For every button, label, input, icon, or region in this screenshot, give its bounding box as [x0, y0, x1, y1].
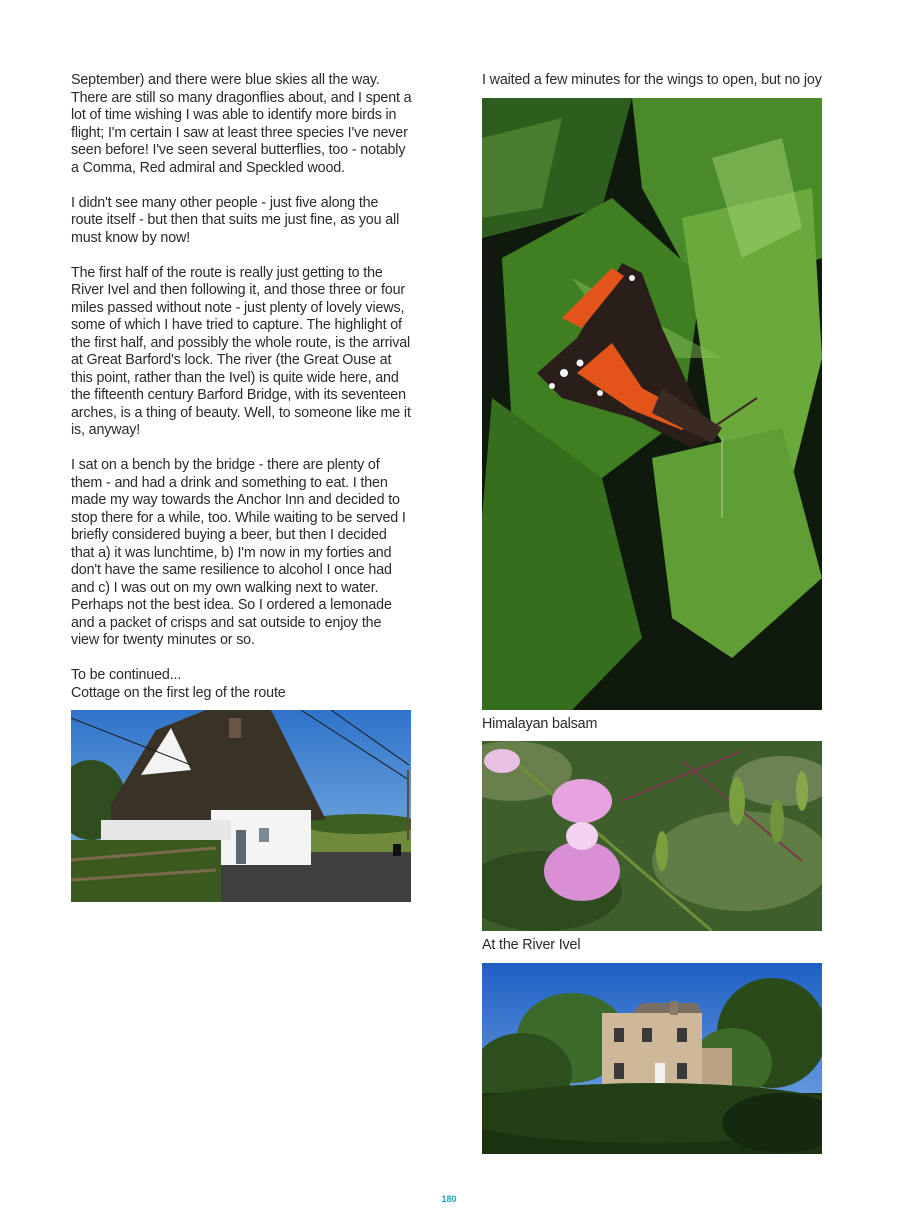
river-ivel-photo	[482, 963, 822, 1154]
paragraph-2: I didn't see many other people - just five along the route itself - but then that suits me just fine, as you all must know by now!	[71, 194, 400, 246]
paragraph-4: I sat on a bench by the bridge - there are plenty of them - and had a drink and something to eat. I then made my way towards the Anchor Inn and decided to stop there for a while, too. While waiting to be served I briefly considered buying a beer, but then I decided that a) it was lunchtime, b) I'm now in my forties and don't have the same resilience to alcohol I once had and c) I was out on my own walking next to water. Perhaps not the best idea. So I ordered a lemonade and a packet of crisps and sat outside to enjoy the view for twenty minutes or so.	[71, 457, 406, 648]
river-caption: At the River Ivel	[482, 937, 581, 953]
left-column	[71, 72, 413, 902]
balsam-caption: Himalayan balsam	[482, 715, 598, 732]
cottage-photo	[71, 710, 411, 902]
page-number: 180	[441, 1194, 457, 1204]
balsam-photo	[482, 741, 822, 931]
paragraph-5: To be continued...	[71, 667, 182, 683]
paragraph-1: September) and there were blue skies all the way. There are still so many dragonflies about, and I spent a lot of time wishing I was able to identify more birds in flight; I'm certain I saw at least three species I've never seen before! I've seen several butterflies, too - notably a Comma, Red admiral and Speckled wood.	[71, 72, 412, 176]
butterfly-caption: I waited a few minutes for the wings to open, but no joy	[482, 72, 822, 88]
paragraph-3: The first half of the route is really just getting to the River Ivel and then following it, and those three or four miles passed without note - just plenty of lovely views, some of which I have tried to capture. The highlight of the first half, and possibly the whole route, is the arrival at Great Barford's lock. The river (the Great Ouse at this point, rather than the Ivel) is quite wide here, and the fifteenth century Barford Bridge, with its seventeen arches, is a thing of beauty. Well, to someone like me it is, anyway!	[71, 264, 411, 438]
butterfly-photo	[482, 98, 822, 710]
cottage-caption: Cottage on the first leg of the route	[71, 684, 286, 701]
right-column	[482, 72, 822, 1154]
